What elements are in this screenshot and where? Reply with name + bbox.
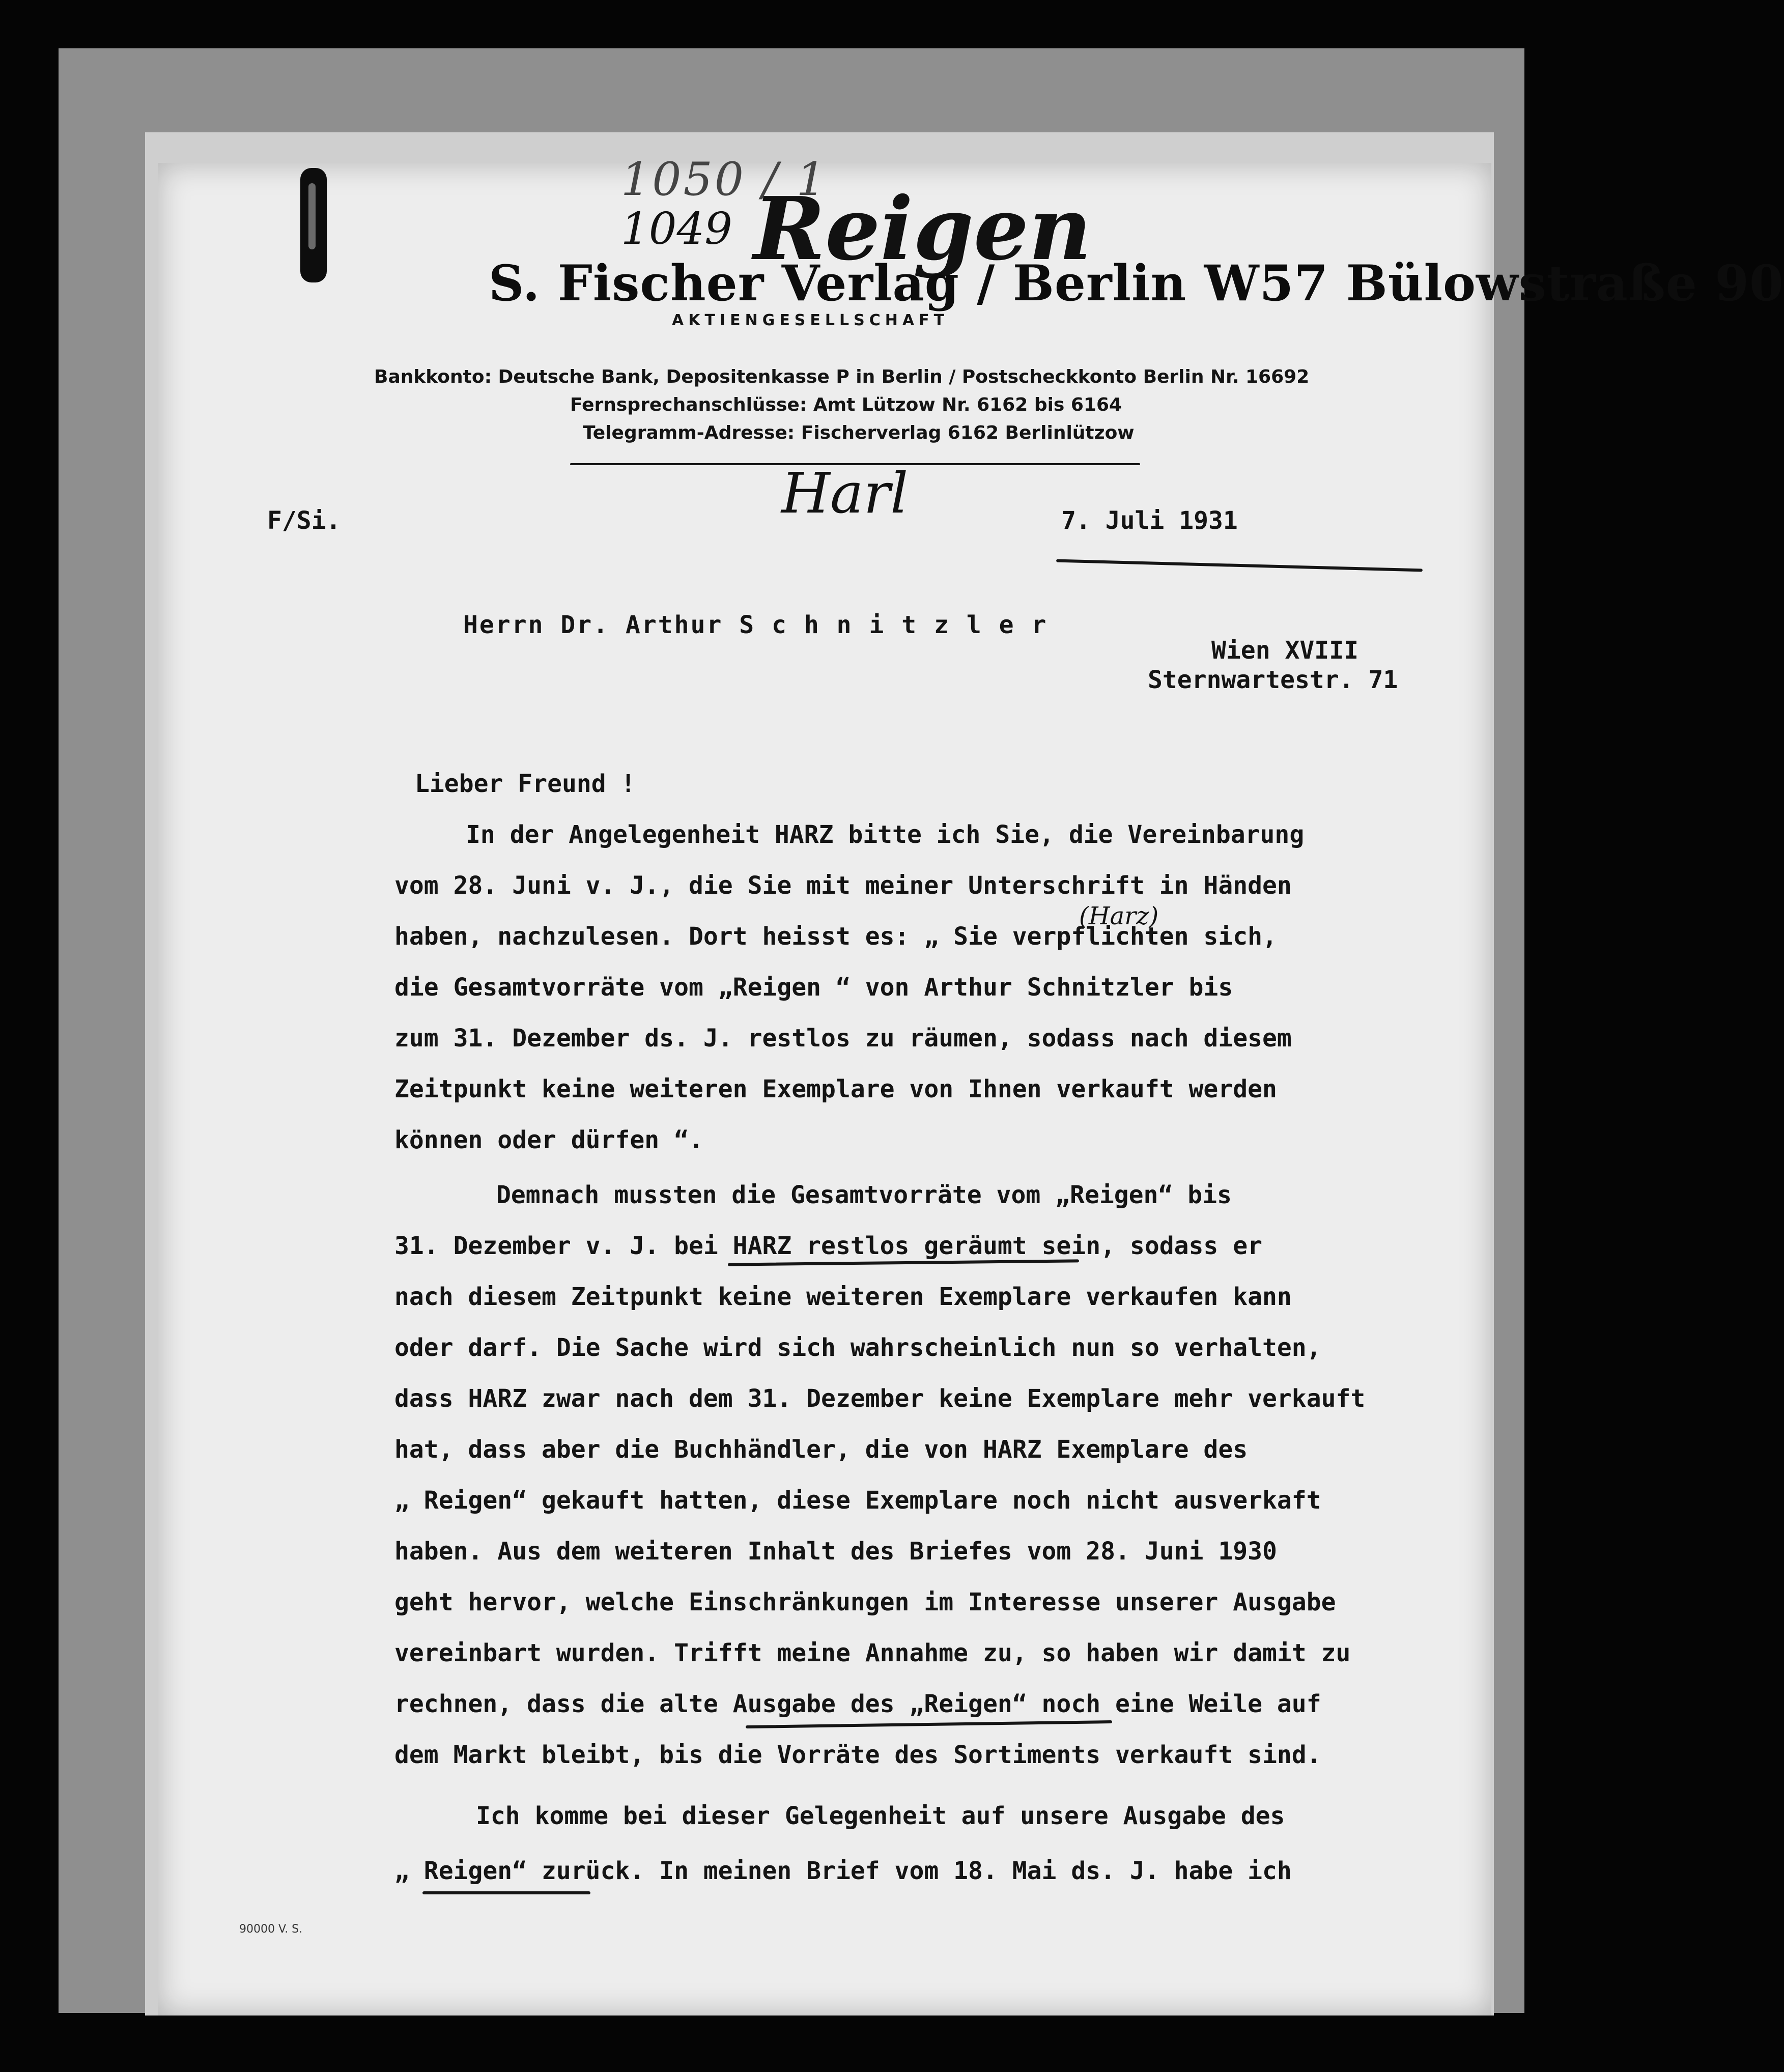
body-line: Ich komme bei dieser Gelegenheit auf unsere Ausgabe des xyxy=(476,1802,1285,1830)
body-line: dass HARZ zwar nach dem 31. Dezember keine Exemplare mehr verkauft xyxy=(394,1384,1366,1413)
letterhead-firm: S. Fischer Verlag / Berlin W57 Bülowstraße 90 xyxy=(489,254,1784,312)
letterhead-subtitle: AKTIENGESELLSCHAFT xyxy=(672,311,949,329)
letterhead-bank: Bankkonto: Deutsche Bank, Depositenkasse P in Berlin / Postscheckkonto Berlin Nr. 16692 xyxy=(374,366,1310,387)
body-line: vom 28. Juni v. J., die Sie mit meiner Unterschrift in Händen xyxy=(394,871,1292,900)
body-line: haben, nachzulesen. Dort heisst es: „ Sie verpflichten sich, xyxy=(394,922,1277,951)
body-line: „ Reigen“ gekauft hatten, diese Exemplare noch nicht ausverkaft xyxy=(394,1486,1321,1515)
handwritten-insert: (Harz) xyxy=(1079,902,1159,930)
body-line: nach diesem Zeitpunkt keine weiteren Exemplare verkaufen kann xyxy=(394,1283,1292,1311)
recipient-name: Herrn Dr. Arthur S c h n i t z l e r xyxy=(463,611,1048,639)
letter-date: 7. Juli 1931 xyxy=(1061,506,1238,535)
recipient-street: Sternwartestr. 71 xyxy=(1148,666,1398,694)
letterhead-phone: Fernsprechanschlüsse: Amt Lützow Nr. 6162 bis 6164 xyxy=(570,394,1122,415)
body-line: In der Angelegenheit HARZ bitte ich Sie, die Vereinbarung xyxy=(466,820,1305,849)
body-line: die Gesamtvorräte vom „Reigen “ von Arthur Schnitzler bis xyxy=(394,973,1233,1002)
body-line: Demnach mussten die Gesamtvorräte vom „Reigen“ bis xyxy=(496,1181,1232,1209)
paper-clip-highlight xyxy=(308,183,316,249)
reference-code: F/Si. xyxy=(267,506,341,535)
body-line: oder darf. Die Sache wird sich wahrscheinlich nun so verhalten, xyxy=(394,1333,1321,1362)
archive-number: 1049 xyxy=(621,204,732,254)
letterhead-telegram: Telegramm-Adresse: Fischerverlag 6162 Berlinlützow xyxy=(583,422,1135,443)
body-line: zum 31. Dezember ds. J. restlos zu räumen, sodass nach diesem xyxy=(394,1024,1292,1053)
body-line: können oder dürfen “. xyxy=(394,1126,703,1154)
body-line: 31. Dezember v. J. bei HARZ restlos geräumt sein, sodass er xyxy=(394,1232,1263,1260)
body-line: vereinbart wurden. Trifft meine Annahme zu, so haben wir damit zu xyxy=(394,1639,1351,1667)
recipient-city: Wien XVIII xyxy=(1211,636,1358,665)
reigen-underline-2 xyxy=(422,1891,590,1894)
archive-title: Reigen xyxy=(753,178,1092,280)
office-handwritten-mark: Harl xyxy=(781,461,909,526)
body-line: geht hervor, welche Einschränkungen im Interesse unserer Ausgabe xyxy=(394,1588,1336,1616)
body-line: rechnen, dass die alte Ausgabe des „Reigen“ noch eine Weile auf xyxy=(394,1690,1321,1718)
body-line: hat, dass aber die Buchhändler, die von HARZ Exemplare des xyxy=(394,1435,1248,1464)
body-line: „ Reigen“ zurück. In meinen Brief vom 18. Mai ds. J. habe ich xyxy=(394,1857,1292,1885)
body-line: Zeitpunkt keine weiteren Exemplare von Ihnen verkauft werden xyxy=(394,1075,1277,1103)
archive-note-top: 1050 / 1 xyxy=(621,153,828,206)
body-line: haben. Aus dem weiteren Inhalt des Briefes vom 28. Juni 1930 xyxy=(394,1537,1277,1566)
form-footer: 90000 V. S. xyxy=(239,1923,303,1936)
body-line: dem Markt bleibt, bis die Vorräte des Sortiments verkauft sind. xyxy=(394,1741,1321,1769)
salutation: Lieber Freund ! xyxy=(415,770,636,798)
